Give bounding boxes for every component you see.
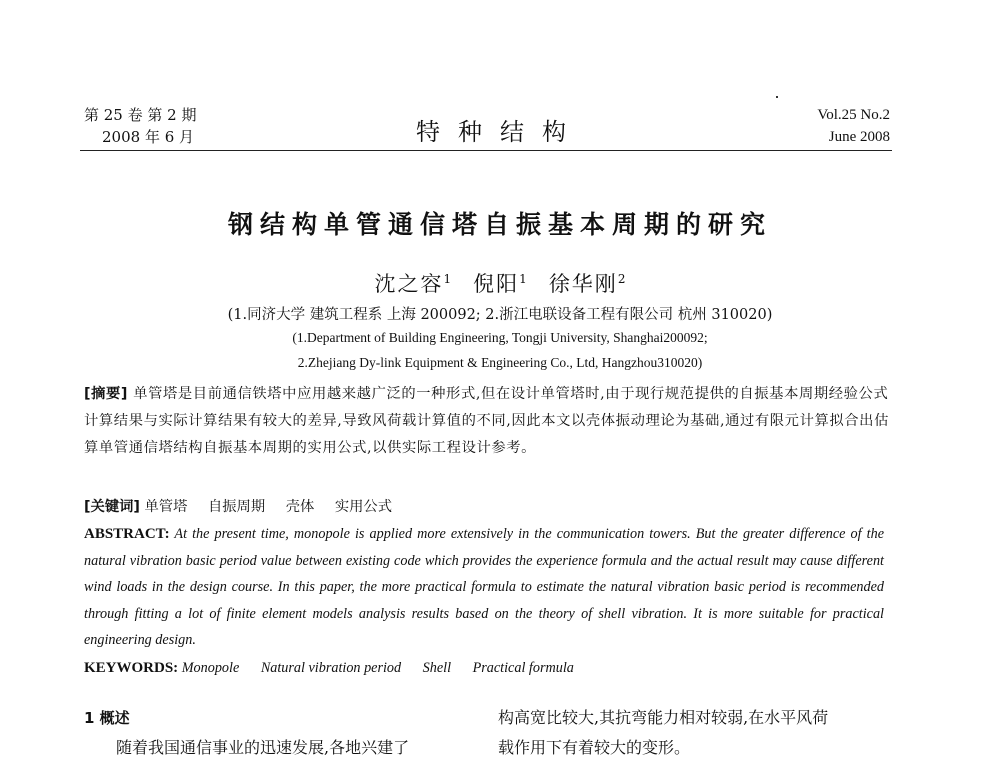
keywords-cn-label: [关键词] <box>84 499 140 515</box>
body-paragraph: 随着我国通信事业的迅速发展,各地兴建了 <box>116 738 410 757</box>
header-date-cn: 2008 年 6 月 <box>102 128 195 146</box>
header-date-en: June 2008 <box>828 129 890 145</box>
author-affiliation-mark: 1 <box>519 272 527 286</box>
body-right-column <box>498 703 893 763</box>
abstract-en-text: At the present time, monopole is applied more extensively in the communication towers. But the greater difference of the natural vibration basic period value between existing code which provides the experience formula and the actual result may cause different wind loads in the design course. In this paper, the more practical formula to estimate the natural vibration basic period is recommended through fitting a lot of finite element models analysis results based on the theory of shell vibration. It is more suitable for practical engineering design. <box>84 526 885 649</box>
abstract-en <box>84 521 884 654</box>
author-name: 徐华刚 <box>548 272 618 296</box>
keyword-en: Monopole <box>181 660 240 676</box>
keyword-en: Natural vibration period <box>260 660 402 676</box>
author-name: 沈之容 <box>374 272 444 296</box>
section-heading: 1 概述 <box>84 709 130 727</box>
keywords-cn <box>84 494 896 521</box>
author-affiliation-mark: 1 <box>443 272 452 286</box>
author-list <box>0 268 1000 298</box>
header-volume-issue-en: Vol.25 No.2 <box>817 107 890 123</box>
keyword-en: Shell <box>422 660 452 676</box>
abstract-en-label: ABSTRACT: <box>84 526 170 542</box>
body-left-column <box>84 703 474 763</box>
keywords-en-label: KEYWORDS: <box>84 660 179 676</box>
abstract-cn-text: 单管塔是目前通信铁塔中应用越来越广泛的一种形式,但在设计单管塔时,由于现行规范提供的自振基本周期经验公式计算结果与实际计算结果有较大的差异,导致风荷载计算值的不同,因此本文以壳体振动理论为基础,通过有限元计算拟合出估算单管通信塔结构自振基本周期的实用公式,以供实际工程设计参考。 <box>84 386 889 456</box>
abstract-cn-label: [摘要] <box>84 386 129 402</box>
keyword-cn: 单管塔 <box>144 499 188 515</box>
header-volume-issue: 第 25 卷 第 2 期 <box>84 106 197 124</box>
keyword-en: Practical formula <box>472 660 574 676</box>
keyword-cn: 自振周期 <box>207 499 266 515</box>
keyword-cn: 实用公式 <box>334 499 393 515</box>
keywords-en <box>84 655 896 681</box>
affiliation-en-line2: 2.Zhejiang Dy-link Equipment & Engineering Co., Ltd, Hangzhou310020) <box>297 355 703 370</box>
keyword-cn: 壳体 <box>285 499 315 515</box>
scan-dot <box>776 96 778 98</box>
body-line: 载作用下有着较大的变形。 <box>498 738 691 757</box>
author-name: 倪阳 <box>473 272 520 296</box>
author-affiliation-mark: 2 <box>617 272 626 286</box>
abstract-cn <box>84 381 896 462</box>
affiliation-en-line1: (1.Department of Building Engineering, Tongji University, Shanghai200092; <box>292 330 708 345</box>
affiliation-cn: (1.同济大学 建筑工程系 上海 200092; 2.浙江电联设备工程有限公司 杭州 310020) <box>227 307 773 323</box>
header-rule <box>80 150 892 151</box>
paper-title: 钢结构单管通信塔自振基本周期的研究 <box>227 210 772 239</box>
header-volume-info-en <box>817 104 890 148</box>
journal-title: 特种结构 <box>416 118 584 146</box>
body-line: 构高宽比较大,其抗弯能力相对较弱,在水平风荷 <box>498 708 829 727</box>
